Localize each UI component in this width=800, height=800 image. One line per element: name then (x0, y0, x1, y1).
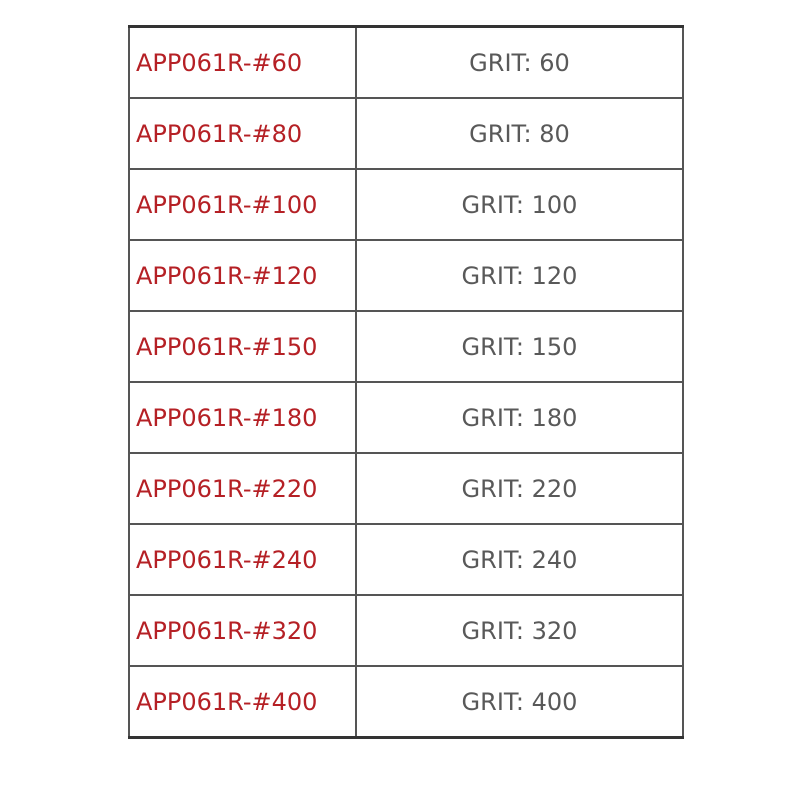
product-code: APP061R-#220 (136, 474, 318, 503)
table-row (129, 524, 683, 595)
table-row (129, 382, 683, 453)
grit-value: GRIT: 60 (469, 48, 570, 77)
grit-cell (356, 98, 683, 169)
table-row (129, 27, 683, 99)
grit-table (128, 25, 684, 739)
grit-value: GRIT: 320 (461, 616, 578, 645)
grit-cell (356, 382, 683, 453)
grit-value: GRIT: 400 (461, 687, 578, 716)
product-code-cell (129, 595, 356, 666)
product-code-cell (129, 453, 356, 524)
product-code: APP061R-#400 (136, 687, 318, 716)
grit-value: GRIT: 240 (461, 545, 578, 574)
product-code: APP061R-#150 (136, 332, 318, 361)
grit-cell (356, 666, 683, 738)
table-row (129, 169, 683, 240)
grit-cell (356, 27, 683, 99)
grit-cell (356, 595, 683, 666)
grit-cell (356, 240, 683, 311)
product-code-cell (129, 98, 356, 169)
table-row (129, 595, 683, 666)
table-row (129, 240, 683, 311)
product-code-cell (129, 311, 356, 382)
product-code-cell (129, 524, 356, 595)
product-code-cell (129, 382, 356, 453)
grit-cell (356, 311, 683, 382)
grit-cell (356, 169, 683, 240)
product-code: APP061R-#320 (136, 616, 318, 645)
product-code-cell (129, 169, 356, 240)
product-code: APP061R-#180 (136, 403, 318, 432)
table-row (129, 311, 683, 382)
table-row (129, 98, 683, 169)
grit-value: GRIT: 100 (461, 190, 578, 219)
table-row (129, 453, 683, 524)
product-code-cell (129, 27, 356, 99)
grit-cell (356, 524, 683, 595)
grit-cell (356, 453, 683, 524)
grit-value: GRIT: 80 (469, 119, 570, 148)
product-code: APP061R-#240 (136, 545, 318, 574)
grit-value: GRIT: 120 (461, 261, 578, 290)
grit-value: GRIT: 150 (461, 332, 578, 361)
grit-value: GRIT: 180 (461, 403, 578, 432)
product-code-cell (129, 666, 356, 738)
product-code: APP061R-#60 (136, 48, 303, 77)
product-code-cell (129, 240, 356, 311)
product-code: APP061R-#100 (136, 190, 318, 219)
product-code: APP061R-#120 (136, 261, 318, 290)
grit-table-body (129, 27, 683, 738)
table-row (129, 666, 683, 738)
product-code: APP061R-#80 (136, 119, 303, 148)
grit-table-container (128, 25, 684, 739)
grit-value: GRIT: 220 (461, 474, 578, 503)
